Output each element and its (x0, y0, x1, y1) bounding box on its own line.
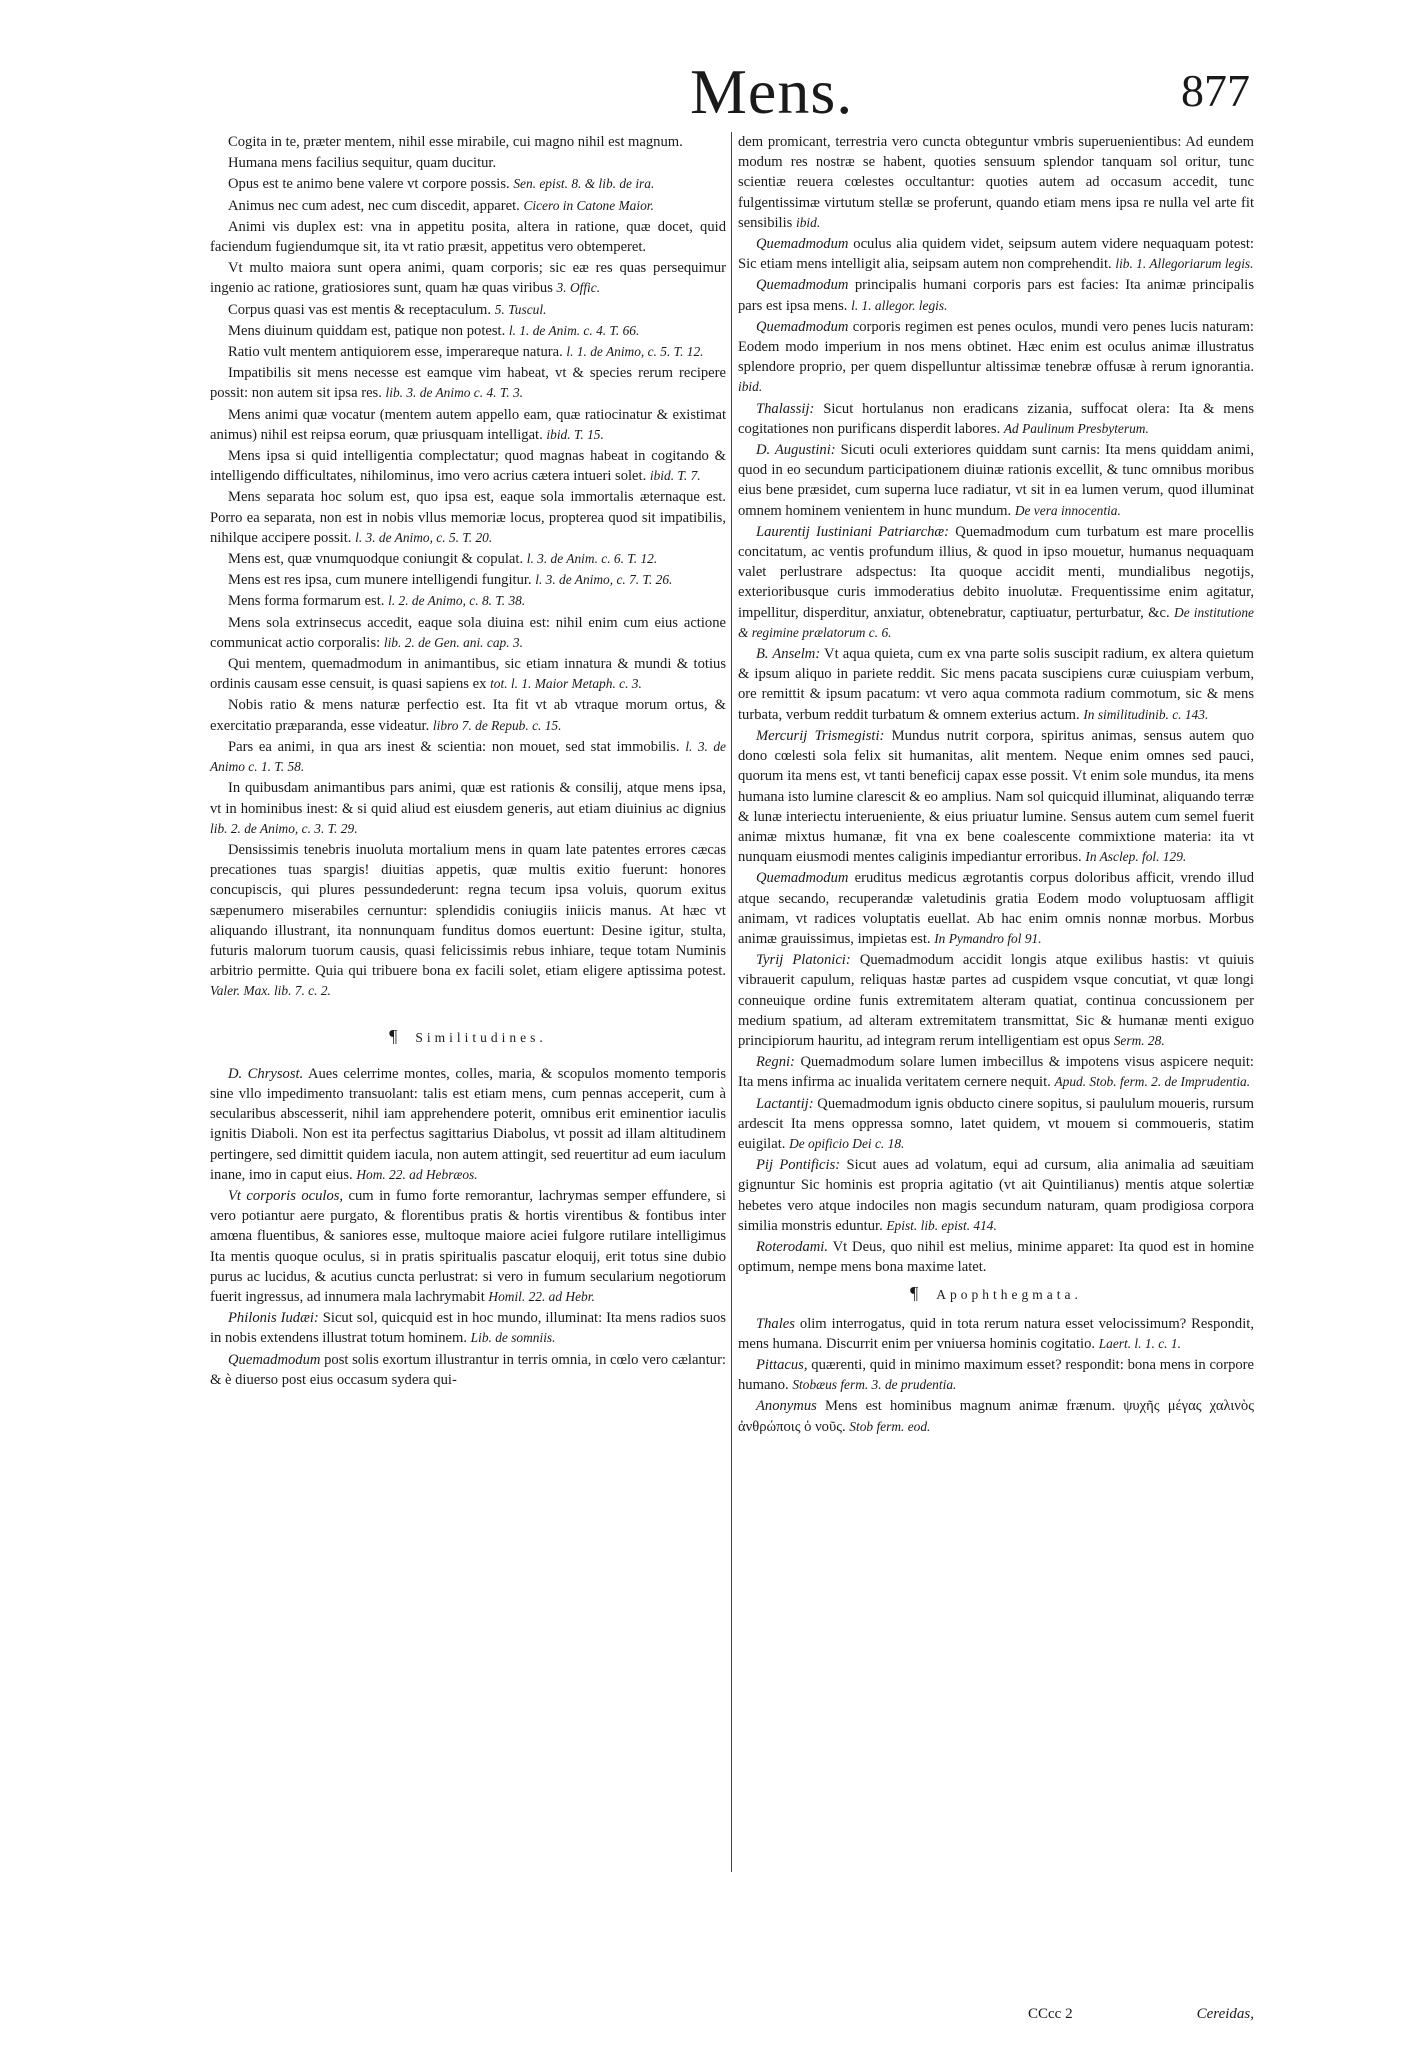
entry-text: Mens separata hoc solum est, quo ipsa est, eaque sola immortalis æternaque est. Porro ea separata, non est in nobis vllus memoriæ locus, propterea quod sit impatibilis, nihilque accipere possit. (210, 489, 726, 546)
entry-source: ibid. (738, 379, 763, 395)
entry (738, 1237, 1254, 1277)
entry-lead: Thalassij: (756, 400, 815, 417)
entry (738, 868, 1254, 949)
entry-source: lib. 1. Allegoriarum legis. (1115, 256, 1254, 272)
entry (738, 1396, 1254, 1436)
entry-lead: Vt corporis oculos, (228, 1187, 344, 1204)
entry-text: Mens animi quæ vocatur (mentem autem appello eam, quæ ratiocinatur & existimat animus) nihil est reipsa eorum, quæ priusquam intelligat. (210, 406, 726, 443)
entry-source: In Pymandro fol 91. (934, 930, 1042, 946)
entry-text: Humana mens facilius sequitur, quam ducitur. (228, 155, 497, 172)
entry-lead: Regni: (756, 1054, 795, 1071)
entry-text: Mens diuinum quiddam est, patique non potest. (228, 322, 506, 339)
entry (210, 1186, 726, 1307)
entry (210, 153, 726, 173)
entry-text: Vt multo maiora sunt opera animi, quam corporis; sic eæ res quas persequimur ingenio ac ratione, gratiosiores sunt, quam hæ quas viribus (210, 260, 726, 297)
entry (210, 174, 726, 194)
entry-text: Animus nec cum adest, nec cum discedit, apparet. (228, 197, 520, 214)
entry-text: quærenti, quid in minimo maximum esset? respondit: bona mens in corpore humano. (738, 1356, 1255, 1394)
entry-text: Opus est te animo bene valere vt corpore possis. (228, 176, 510, 193)
headword: Mens. (690, 56, 854, 127)
entry-source: In Asclep. fol. 129. (1085, 849, 1187, 865)
entry (738, 132, 1254, 233)
entry-lead: Roterodami. (756, 1238, 829, 1255)
entry-text: Quemadmodum solare lumen imbecillus & impotens visus aspicere nequit: Ita mens infirma ac inualida veritatem cernere nequit. (738, 1054, 1254, 1091)
entry (210, 446, 726, 486)
entry-text: dem promicant, terrestria vero cuncta obteguntur vmbris superuenientibus: Ad eundem modum res nostræ se habent, quoties sensuum splendor tanquam sol oritur, tunc scientiæ reuera cœlestes occultantur: quoties autem ad occasum accedit, tunc fulgentissimæ virtutum stellæ se proferunt, quando etiam mens ipsa re nulla vel arte fit sensibilis (738, 134, 1254, 231)
pilcrow-icon: ¶ (389, 1025, 398, 1046)
entry (738, 275, 1254, 315)
entry-lead: Quemadmodum (228, 1351, 321, 1368)
entry (210, 1308, 726, 1348)
entry-text: corporis regimen est penes oculos, mundi vero penes lucis naturam: Eodem modo imperium in nos mens obtinet. Hæc enim est oculus animæ illustratus splendore proprio, per quem dispelluntur altissimæ tenebræ offusæ à rerum ignorantia. (738, 318, 1254, 376)
entry-lead: Pittacus, (756, 1356, 808, 1373)
entry (210, 405, 726, 445)
entry (210, 487, 726, 548)
entry-lead: Quemadmodum (756, 236, 849, 253)
right-entries (738, 132, 1254, 1277)
entry-source: Sen. epist. 8. & lib. de ira. (513, 176, 655, 192)
entry-source: ibid. T. 7. (649, 468, 701, 484)
entry (210, 1350, 726, 1390)
left-entries (210, 132, 726, 1002)
entry-lead: Philonis Iudæi: (228, 1310, 319, 1327)
column-divider (731, 132, 732, 1872)
entry-source: Apud. Stob. ferm. 2. de Imprudentia. (1054, 1074, 1251, 1090)
entry-source: Stobæus ferm. 3. de prudentia. (792, 1377, 957, 1393)
entry (210, 654, 726, 694)
entry (738, 1355, 1254, 1395)
entry-text: Quemadmodum accidit longis atque exilibus hastis: vt quiuis vibrauerit capulum, reliquas hastæ partes ad cuspidem vsque concutiat, vt quæ longi conneuique ordine funis extremitatem alteram quatiat, continua concussionem per medium spatium, ad alteram extremitatem transmittat, Sic & humanæ menti exiguo principiorum hauritu, ad integram rerum intelligentiam est opus (738, 952, 1255, 1049)
left-column (210, 132, 726, 1391)
entry-source: libro 7. de Repub. c. 15. (432, 717, 562, 733)
entry-source: l. 3. de Animo, c. 7. T. 26. (535, 572, 673, 588)
entry (738, 440, 1254, 521)
entry-text: eruditus medicus ægrotantis corpus doloribus afficit, vrendo illud atque secando, recuperandæ valetudinis gratia Eodem modo voluptuosam affligit animam, vt radices voluptatis euellat. Ab hac enim omnis nonnæ morbus. Morbus animæ grauissimus, impietas est. (738, 870, 1254, 947)
entry-lead: Lactantij: (756, 1095, 814, 1112)
entry-text: Quemadmodum ignis obducto cinere sopitus, si paululum moueris, rursum ardescit Ita mens oppressa somno, latet quidem, vt mouem si commoueris, statim euigilat. (738, 1095, 1254, 1152)
entry-text: Impatibilis sit mens necesse est eamque vim habeat, vt & species rerum recipere possit: non autem sit ipsa res. (210, 365, 726, 402)
entry-text: Animi vis duplex est: vna in appetitu posita, altera in ratione, quæ docet, quid faciendum fugiendumque sit, ita vt ratio præsit, appetitus vero obtemperet. (210, 218, 726, 256)
entry-source: De opificio Dei c. 18. (789, 1135, 905, 1151)
entry (210, 737, 726, 777)
catchword: Cereidas, (1196, 2006, 1254, 2022)
entry-source: ibid. (795, 214, 821, 230)
pilcrow-icon: ¶ (910, 1283, 919, 1304)
entry (210, 217, 726, 257)
similitudines-heading: ¶ Similitudines. (389, 1025, 547, 1046)
entry-lead: Quemadmodum (756, 277, 849, 294)
entry-text: Mundus nutrit corpora, spiritus animas, sensus autem quo dono cœlesti sola felix sit humanitas, alit mentem. Neque enim omnes sed pauci, quorum ita mens est, vt tanti beneficij capax esse possit. Vt enim sole mundus, ita mens humana isto lumine clarescit & eo amplius. Nam sol quicquid illuminat, aliquando terræ & lunæ interiectu interueniente, & eius priuatur lumine. Sensus autem cum semel fuerit animæ mixtus humanæ, fit vna ex bene coalescente commixtione materia: ita vt nunquam eiusmodi mentes caliginis impediantur erroribus. (738, 727, 1254, 866)
apophthegmata-heading: ¶ Apophthegmata. (910, 1283, 1082, 1304)
entry-source: l. 3. de Anim. c. 6. T. 12. (526, 551, 658, 567)
entry-text: Sicut hortulanus non eradicans zizania, suffocat olera: Ita & mens cogitationes non purificans disperdit labores. (738, 400, 1254, 437)
entry-text: Ratio vult mentem antiquiorem esse, imperareque natura. (228, 344, 563, 361)
entry-text: Mens est, quæ vnumquodque coniungit & copulat. (228, 551, 524, 568)
entry-text: Mens ipsa si quid intelligentia complectatur; quod magnas habeat in cogitando & intelligendo difficultates, nihilominus, imo vero acrius cætera intueri solet. (210, 448, 726, 485)
entry (738, 522, 1254, 643)
entry-text: Cogita in te, præter mentem, nihil esse mirabile, cui magno nihil est magnum. (228, 134, 683, 150)
entry (738, 399, 1254, 439)
entry-lead: Pij Pontificis: (756, 1157, 841, 1174)
entry-text: Aues celerrime montes, colles, maria, & scopulos momento temporis sine vllo impedimento transuolant: talis est etiam mens, cum pennas acceperit, cum à secularibus abscesserit, nihil iam apprehendere poterit, omnibus erit eminentior iaculis ignitis Diaboli. Non est ita perfectus sagittarius Diabolus, vt possit ad illam altitudinem pertingere, sed dimittit quidem iacula, non autem attingit, sed reuertitur ad eum iaculum inane, imo in caput eius. (210, 1065, 726, 1183)
entry-source: Valer. Max. lib. 7. c. 2. (210, 983, 331, 999)
entry-source: 5. Tuscul. (494, 301, 547, 317)
entry-lead: Quemadmodum (756, 870, 849, 887)
entry-text: Mens sola extrinsecus accedit, eaque sola diuina est: nihil enim cum eius actione communicat actio corporalis: (210, 614, 726, 651)
entry (738, 234, 1254, 274)
entry-source: Homil. 22. ad Hebr. (488, 1288, 595, 1304)
entry-text: Mens est hominibus magnum animæ frænum. ψυχῆς μέγας χαλινὸς ἀνθρώποις ὁ νοῦς. (738, 1398, 1254, 1435)
entry (210, 321, 726, 341)
entry-source: l. 1. de Anim. c. 4. T. 66. (508, 322, 640, 338)
entry-lead: Thales (756, 1315, 795, 1332)
entry (210, 300, 726, 320)
entry-text: principalis humani corporis pars est facies: Ita animæ principalis pars est ipsa mens. (738, 277, 1254, 314)
entry-source: lib. 2. de Animo, c. 3. T. 29. (210, 820, 358, 836)
apophthegmata-entries (738, 1314, 1254, 1437)
entry-lead: D. Augustini: (756, 442, 836, 459)
entry-text: Densissimis tenebris inuoluta mortalium mens in quam late patentes errores cæcas precationes tuas spargis! diuitias appetis, quæ multis exitio fuerunt: honores concupiscis, qui plures pessundederunt: regna tecum ipsa voluis, quorum exitus sæpenumero miserabiles cernuntur: splendidis coniugiis iniicis manus. At hæc vt aliquando illustrant, ita nonnunquam funditus domos euertunt: Desine igitur, stulta, futuris malorum tuorum causis, quasi felicissimis rebus inhiare, teque totam Numinis arbitrio permitte. Quia qui tribuere bona ex facili solet, etiam eligere aptissima potest. (210, 841, 726, 980)
entry-source: tot. l. 1. Maior Metaph. c. 3. (490, 676, 642, 692)
entry (738, 644, 1254, 725)
entry-source: l. 2. de Animo, c. 8. T. 38. (388, 593, 526, 609)
entry (210, 549, 726, 569)
entry-lead: B. Anselm: (756, 646, 821, 663)
entry-source: Ad Paulinum Presbyterum. (1003, 420, 1149, 436)
entry-source: In similitudinib. c. 143. (1083, 706, 1209, 722)
signature-mark: CCcc 2 (1028, 2006, 1073, 2022)
entry-text: olim interrogatus, quid in tota rerum natura esset velocissimum? Respondit, mens humana. Discurrit enim per vniuersa hominis cogitatio. (738, 1315, 1254, 1352)
entry-text: Quemadmodum cum turbatum est mare procellis concitatum, ac ventis profundum illius, & quod in ipso mouetur, humanus nequaquam valet perlustrare adspectus: Ita quoque accidit menti, mundialibus negotijs, exterioribusque curis immoderatius debito inuolutæ. Frequentissime enim agitatur, impellitur, disperditur, anxiatur, obtenebratur, captiuatur, perturbatur, &c. (738, 523, 1254, 621)
entry (210, 132, 726, 152)
page-footer (738, 2006, 1254, 2030)
entry-lead: D. Chrysost. (228, 1065, 304, 1082)
entry-source: l. 3. de Animo, c. 5. T. 20. (355, 529, 493, 545)
entry-source: Epist. lib. epist. 414. (886, 1217, 997, 1233)
entry (210, 342, 726, 362)
entry-text: In quibusdam animantibus pars animi, quæ est rationis & consilij, atque mens ipsa, vt in hominibus inest: & si quid aliud est eiusdem generis, aut etiam diuinius ac dignius (210, 780, 726, 817)
entry-text: Pars ea animi, in qua ars inest & scientia: non mouet, sed stat immobilis. (228, 738, 680, 755)
entry-source: Stob ferm. eod. (849, 1418, 931, 1434)
entry-source: Serm. 28. (1113, 1032, 1165, 1048)
entry (738, 950, 1254, 1051)
entry (738, 1155, 1254, 1236)
entry (210, 613, 726, 653)
entry-source: Lib. de somniis. (470, 1330, 556, 1346)
right-column (738, 132, 1254, 1438)
entry (210, 363, 726, 403)
page-number: 877 (1181, 65, 1250, 116)
entry (738, 1052, 1254, 1092)
entry-lead: Laurentij Iustiniani Patriarchæ: (756, 523, 950, 540)
similitudines-entries (210, 1064, 726, 1390)
entry-text: Sicuti oculi exteriores quiddam sunt carnis: Ita mens quiddam animi, quod in eo secundum participationem diuinæ rationis excellit, & tunc omnibus moribus eius bene præsidet, cum superna luce radiatur, vt sit in ea lumen verum, quod illuminat omnem hominem venientem in hunc mundum. (738, 442, 1254, 519)
entry-text: Qui mentem, quemadmodum in animantibus, sic etiam innatura & mundi & totius ordinis causam esse censuit, is quasi sapiens ex (210, 656, 726, 693)
running-head (690, 52, 1250, 132)
entry (210, 695, 726, 735)
entry-lead: Mercurij Trismegisti: (756, 727, 885, 744)
entry-source: Laert. l. 1. c. 1. (1098, 1335, 1181, 1351)
entry-text: Sicut sol, quicquid est in hoc mundo, illuminat: Ita mens radios suos in nobis extendens illustrat totum hominem. (210, 1310, 726, 1347)
entry-source: l. 1. de Animo, c. 5. T. 12. (566, 344, 704, 360)
entry-lead: Anonymus (756, 1398, 817, 1415)
entry-source: lib. 2. de Gen. ani. cap. 3. (383, 634, 523, 650)
entry-text: post solis exortum illustrantur in terris omnia, in cœlo vero cælantur: & è diuerso post eius occasum sydera qui- (210, 1351, 726, 1388)
entry-source: De vera innocentia. (1014, 502, 1121, 518)
entry (210, 1064, 726, 1185)
entry-text: cum in fumo forte remorantur, lachrymas semper effundere, si vero potiantur aere purgato, & florentibus pratis & hortis virentibus & fontibus inter amœna fluentibus, & saniores esse, multoque maiore aciei fulgore rutilare intelligimus Ita mentis quoque oculus, si in pratis spiritualis pascatur eloquij, erit totus sine dubio purus ac lucidus, & acutius cuncta perlustrat: si vero in fumum secularium negotiorum fuerit ingressus, ad innumera mala lachrymabit (210, 1187, 726, 1305)
entry (738, 317, 1254, 398)
entry (210, 196, 726, 216)
entry-text: Mens forma formarum est. (228, 593, 385, 610)
entry (738, 1314, 1254, 1354)
entry-source: ibid. T. 15. (546, 426, 604, 442)
entry (210, 591, 726, 611)
entry (210, 570, 726, 590)
entry-source: Hom. 22. ad Hebræos. (356, 1166, 478, 1182)
entry (210, 840, 726, 1002)
entry (738, 1094, 1254, 1155)
entry-text: Sicut aues ad volatum, equi ad cursum, alia animalia ad sæuitiam gignuntur Sic hominis est propria agitatio (vt ait Quintilianus) mentis atque solertiæ hebetes vero atque indociles non magis secundum naturam, quam prodigiosa corpora similia monstris eduntur. (738, 1157, 1254, 1234)
entry-source: Cicero in Catone Maior. (523, 197, 654, 213)
entry (210, 778, 726, 839)
entry-lead: Quemadmodum (756, 318, 849, 335)
entry-text: Mens est res ipsa, cum munere intelligendi fungitur. (228, 572, 532, 589)
entry-source: 3. Offic. (556, 280, 601, 296)
entry-text: Corpus quasi vas est mentis & receptaculum. (228, 301, 492, 318)
entry-text: Vt aqua quieta, cum ex vna parte solis suscipit radium, ex altera quietum & ipsum aliquo in pariete reddit. Sic mens pacata suscipiens curæ cuiuspiam verbum, ore remittit & ipsum pacatum: vt vero aqua commota radium commotum, sic & mens turbata, verbum reddit turbatum & omnem exterius actum. (738, 646, 1254, 723)
entry (738, 726, 1254, 867)
entry-source: l. 3. de Animo c. 1. T. 58. (210, 738, 726, 775)
entry-text: oculus alia quidem videt, seipsum autem videre nequaquam potest: Sic etiam mens intelligit alia, seipsam autem non comprehendit. (738, 236, 1254, 273)
entry-text: Nobis ratio & mens naturæ perfectio est. Ita fit vt ab vtraque morum ortus, & exercitatio præparanda, esse videatur. (210, 697, 726, 734)
entry-source: lib. 3. de Animo c. 4. T. 3. (385, 385, 524, 401)
entry (210, 258, 726, 298)
entry-source: l. 1. allegor. legis. (851, 297, 948, 313)
entry-text: Vt Deus, quo nihil est melius, minime apparet: Ita quod est in homine optimum, nempe mens bona maxime latet. (738, 1238, 1254, 1276)
entry-source: De institutione & regimine prælatorum c. 6. (738, 604, 1254, 640)
entry-lead: Tyrij Platonici: (756, 952, 851, 969)
